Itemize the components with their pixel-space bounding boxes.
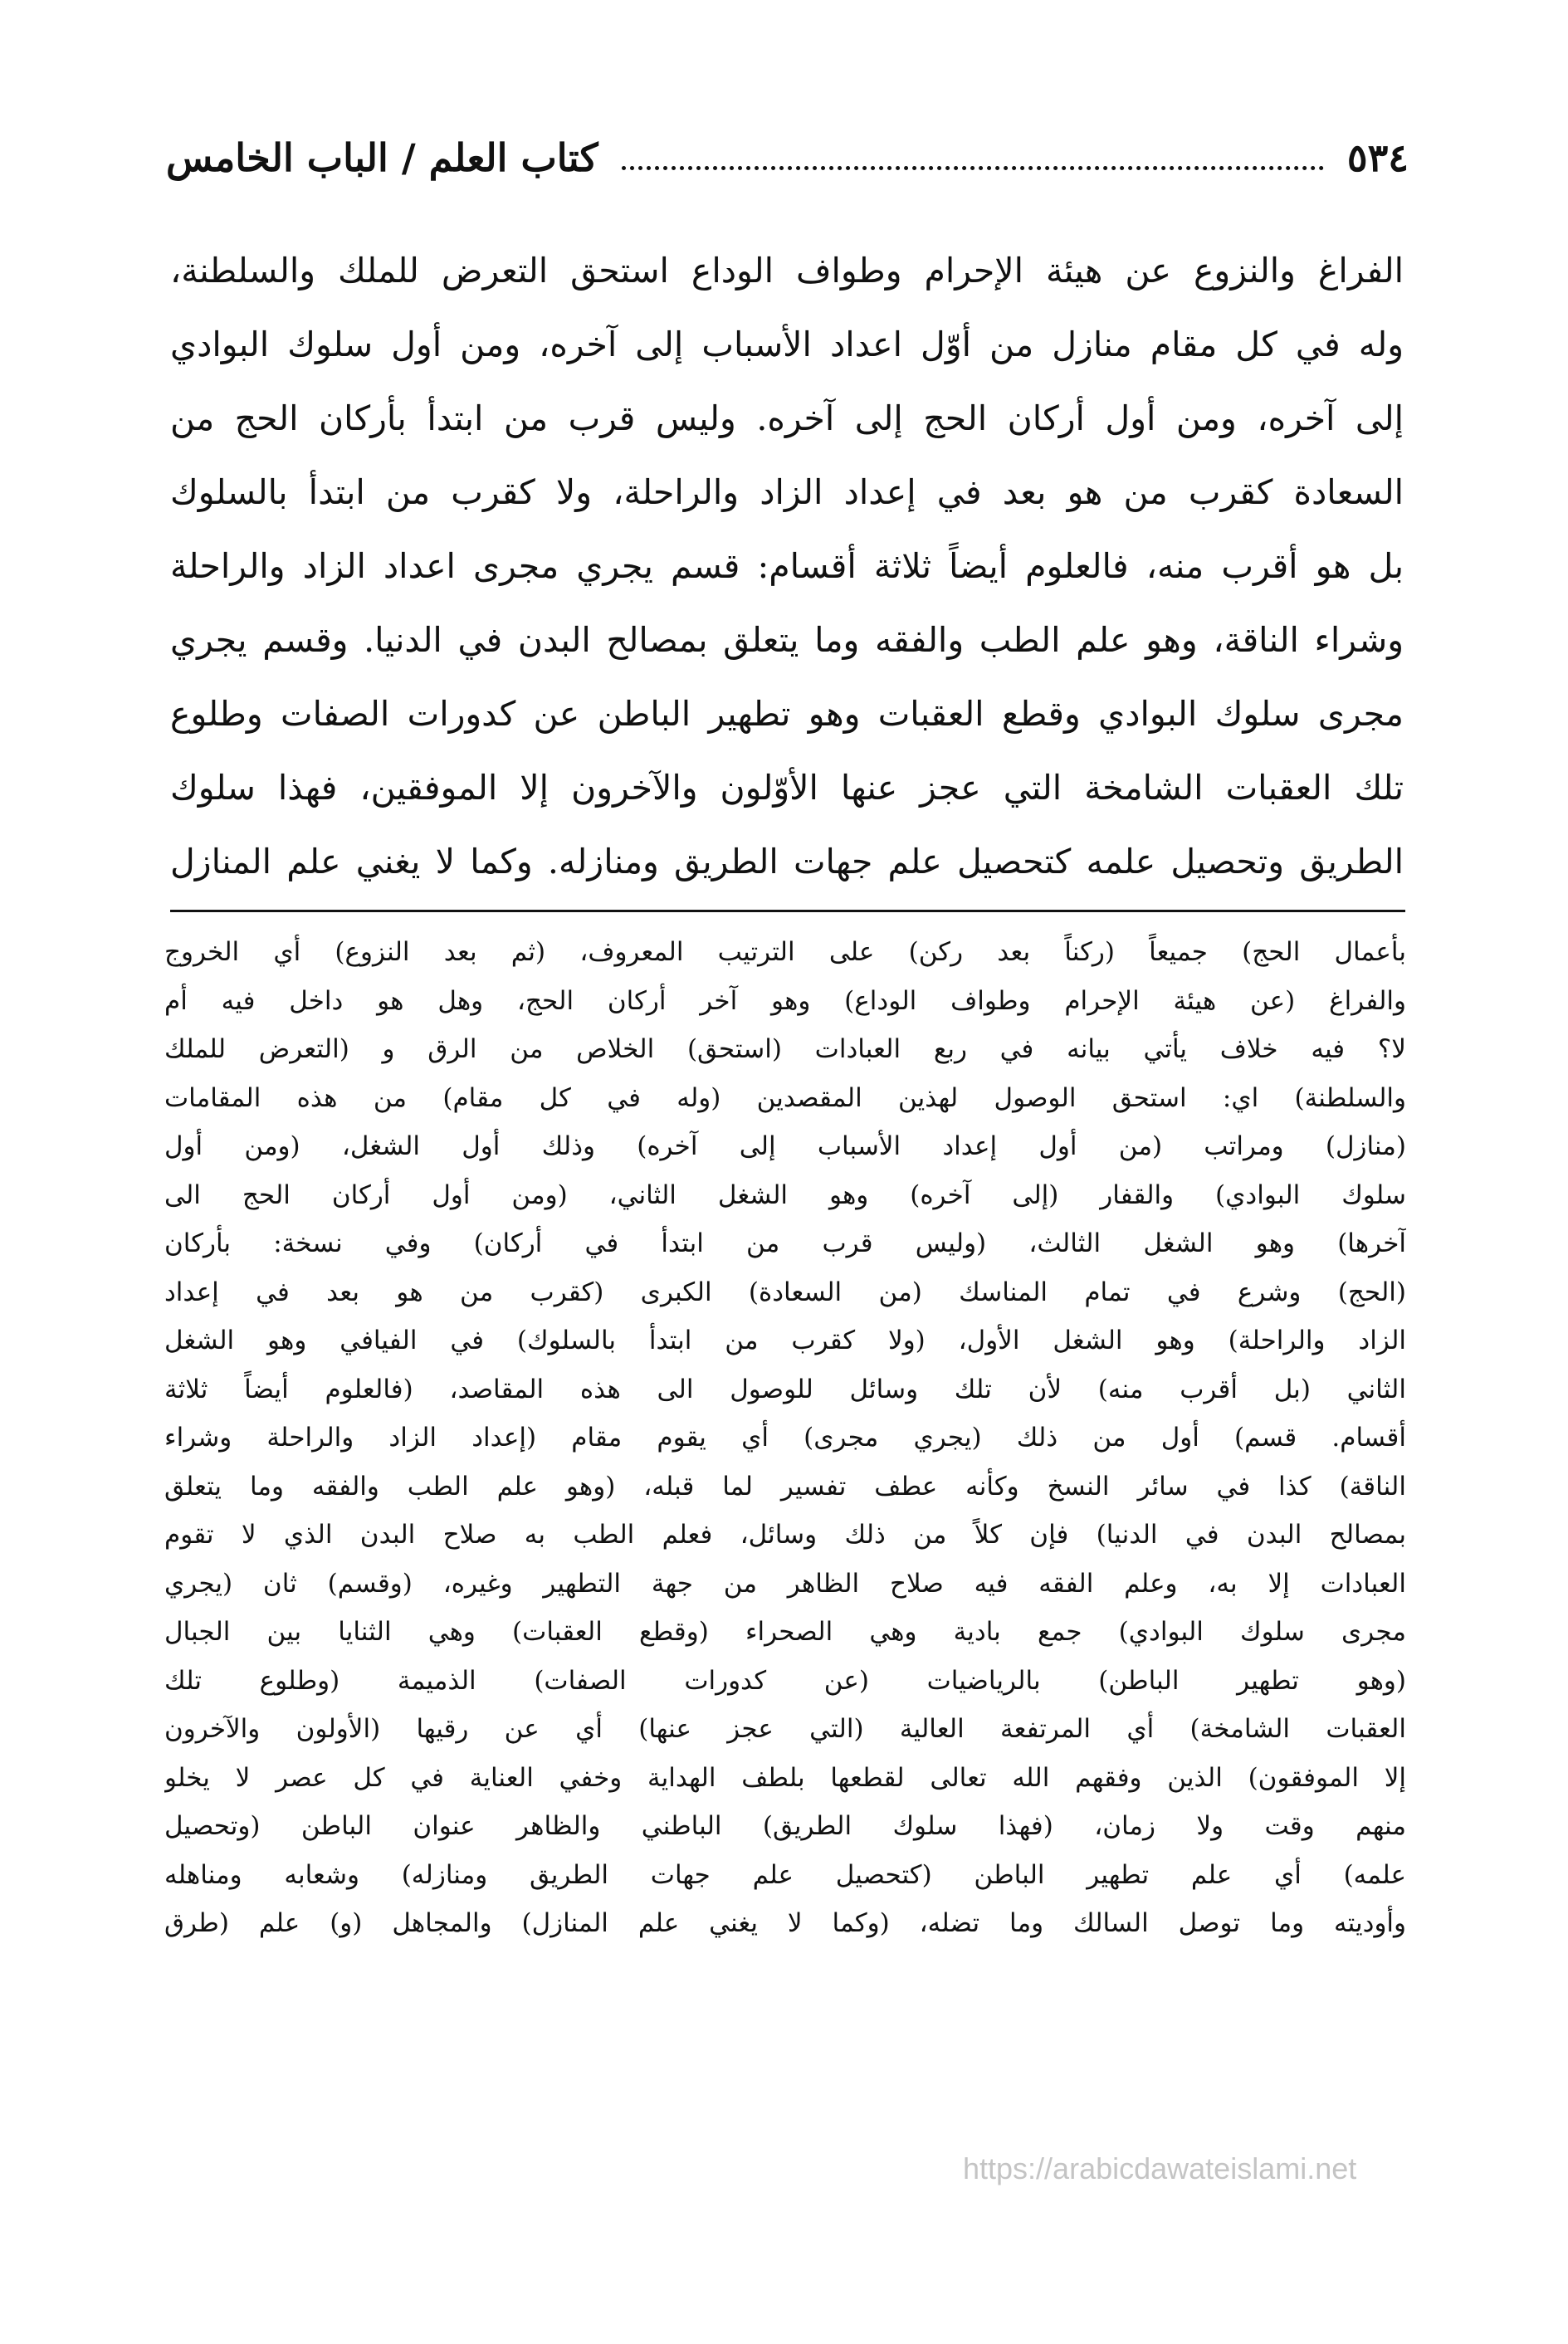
commentary-line: والفراغ (عن هيئة الإحرام وطواف الوداع) وهو آخر أركان الحج، وهل هو داخل فيه أم xyxy=(164,985,1406,1016)
commentary-line: مجرى سلوك البوادي) جمع بادية وهي الصحراء (وقطع العقبات) وهي الثنايا بين الجبال xyxy=(164,1617,1406,1647)
commentary-line: أقسام. قسم) أول من ذلك (يجري مجرى) أي يقوم مقام (إعداد الزاد والراحلة وشراء xyxy=(164,1423,1406,1453)
commentary-line: بمصالح البدن في الدنيا) فإن كلاً من ذلك وسائل، فعلم الطب به صلاح البدن الذي لا تقوم xyxy=(164,1520,1406,1550)
page-number: ٥٣٤ xyxy=(1346,135,1409,180)
commentary-line: (منازل) ومراتب (من أول إعداد الأسباب إلى آخره) وذلك أول الشغل، (ومن أول xyxy=(164,1131,1406,1161)
commentary-line: آخرها) وهو الشغل الثالث، (وليس قرب من ابتدأ في أركان) وفي نسخة: بأركان xyxy=(164,1228,1406,1258)
commentary-line: بأعمال الحج) جميعاً (ركناً بعد ركن) على الترتيب المعروف، (ثم بعد النزوع) أي الخروج xyxy=(164,937,1406,967)
main-text-line: السعادة كقرب من هو بعد في إعداد الزاد والراحلة، ولا كقرب من ابتدأ بالسلوك xyxy=(170,472,1404,512)
commentary-line: سلوك البوادي) والقفار (إلى آخره) وهو الشغل الثاني، (ومن أول أركان الحج الى xyxy=(164,1179,1406,1210)
commentary-line: منهم وقت ولا زمان، (فهذا سلوك الطريق) الباطني والظاهر عنوان الباطن (وتحصيل xyxy=(164,1811,1406,1841)
commentary-line: الناقة) كذا في سائر النسخ وكأنه عطف تفسير لما قبله، (وهو علم الطب والفقه وما يتعلق xyxy=(164,1471,1406,1502)
main-text-line: تلك العقبات الشامخة التي عجز عنها الأوّلون والآخرون إلا الموفقين، فهذا سلوك xyxy=(170,768,1404,808)
commentary-line: العبادات إلا به، وعلم الفقه فيه صلاح الظاهر من جهة التطهير وغيره، (وقسم) ثان (يجري xyxy=(164,1568,1406,1599)
main-text-line: بل هو أقرب منه، فالعلوم أيضاً ثلاثة أقسام: قسم يجري مجرى اعداد الزاد والراحلة xyxy=(170,546,1404,586)
main-text-line: وله في كل مقام منازل من أوّل اعداد الأسباب إلى آخره، ومن أول سلوك البوادي xyxy=(170,325,1404,364)
main-text-line: مجرى سلوك البوادي وقطع العقبات وهو تطهير الباطن عن كدورات الصفات وطلوع xyxy=(170,694,1404,734)
commentary-line: علمه) أي علم تطهير الباطن (كتحصيل علم جهات الطريق ومنازله) وشعابه ومناهله xyxy=(164,1859,1406,1890)
commentary-line: العقبات الشامخة) أي المرتفعة العالية (التي عجز عنها) أي عن رقيها (الأولون والآخرون xyxy=(164,1714,1406,1744)
source-watermark: https://arabicdawateislami.net xyxy=(963,2151,1357,2185)
page-header xyxy=(166,125,1409,191)
main-text-line: وشراء الناقة، وهو علم الطب والفقه وما يتعلق بمصالح البدن في الدنيا. وقسم يجري xyxy=(170,620,1404,660)
header-dot-leader xyxy=(622,166,1324,170)
running-title: كتاب العلم / الباب الخامس xyxy=(166,135,598,180)
commentary-line: إلا الموفقون) الذين وفقهم الله تعالى لقطعها بلطف الهداية وخفي العناية في كل عصر لا يخلو xyxy=(164,1762,1406,1793)
commentary-line: الثاني (بل أقرب منه) لأن تلك وسائل للوصول الى هذه المقاصد، (فالعلوم أيضاً ثلاثة xyxy=(164,1374,1406,1404)
commentary-line: وأوديته وما توصل السالك وما تضله، (وكما لا يغني علم المنازل) والمجاهل (و) علم (طرق xyxy=(164,1908,1406,1938)
commentary-block xyxy=(164,928,1406,1948)
commentary-line: والسلطنة) اي: استحق الوصول لهذين المقصدين (وله في كل مقام) من هذه المقامات xyxy=(164,1082,1406,1113)
main-text-block xyxy=(170,234,1404,899)
commentary-separator-rule xyxy=(170,910,1405,912)
main-text-line: الطريق وتحصيل علمه كتحصيل علم جهات الطريق ومنازله. وكما لا يغني علم المنازل xyxy=(170,842,1404,881)
commentary-line: (وهو تطهير الباطن) بالرياضيات (عن كدورات الصفات) الذميمة (وطلوع تلك xyxy=(164,1665,1406,1696)
commentary-line: (الحج) وشرع في تمام المناسك (من السعادة) الكبرى (كقرب من هو بعد في إعداد xyxy=(164,1277,1406,1307)
commentary-line: الزاد والراحلة) وهو الشغل الأول، (ولا كقرب من ابتدأ بالسلوك) في الفيافي وهو الشغل xyxy=(164,1326,1406,1355)
main-text-line: إلى آخره، ومن أول أركان الحج إلى آخره. وليس قرب من ابتدأ بأركان الحج من xyxy=(170,398,1404,438)
main-text-line: الفراغ والنزوع عن هيئة الإحرام وطواف الوداع استحق التعرض للملك والسلطنة، xyxy=(170,251,1404,291)
commentary-line: لا؟ فيه خلاف يأتي بيانه في ربع العبادات (استحق) الخلاص من الرق و (التعرض للملك xyxy=(164,1034,1406,1064)
